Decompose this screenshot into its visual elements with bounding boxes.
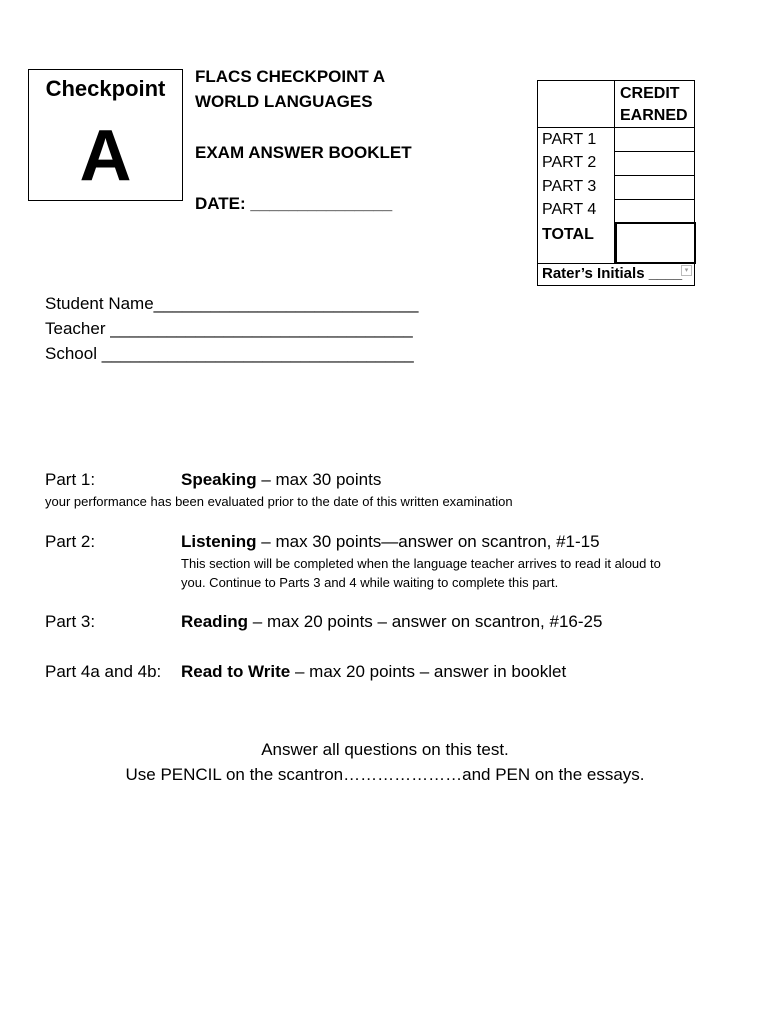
instructions-line2: Use PENCIL on the scantron…………………and PEN on the essays. bbox=[125, 765, 645, 784]
part-4-points: – max 20 points – answer in booklet bbox=[290, 662, 567, 681]
part-4-description bbox=[181, 662, 566, 682]
part-1-note: your performance has been evaluated prior to the date of this written examination bbox=[45, 494, 513, 509]
date-field[interactable]: DATE: _______________ bbox=[195, 194, 393, 213]
credit-row-total: TOTAL bbox=[542, 226, 594, 243]
part-3-label: Part 3: bbox=[45, 612, 96, 631]
credit-row-part-4: PART 4 bbox=[542, 201, 597, 218]
credit-header-line1: CREDIT bbox=[620, 85, 680, 102]
instructions-line1: Answer all questions on this test. bbox=[261, 740, 509, 759]
checkpoint-label: Checkpoint bbox=[45, 76, 166, 101]
exam-title-line1: FLACS CHECKPOINT A bbox=[195, 67, 386, 86]
table-rule bbox=[614, 199, 694, 200]
table-rule bbox=[614, 151, 694, 152]
part-4-label: Part 4a and 4b: bbox=[45, 662, 162, 681]
exam-title bbox=[195, 64, 385, 114]
student-info bbox=[45, 291, 418, 366]
part-2-description bbox=[181, 532, 600, 552]
part-3-description bbox=[181, 612, 602, 632]
part-1-label: Part 1: bbox=[45, 470, 96, 489]
credit-header-line2: EARNED bbox=[620, 107, 688, 124]
credit-row-part-3: PART 3 bbox=[542, 178, 597, 195]
checkpoint-letter: A bbox=[79, 116, 132, 196]
part-2-note bbox=[181, 554, 661, 592]
booklet-title: EXAM ANSWER BOOKLET bbox=[195, 143, 412, 162]
credit-row-part-1: PART 1 bbox=[542, 131, 597, 148]
total-score-field[interactable] bbox=[615, 222, 696, 264]
teacher-field[interactable]: Teacher ________________________________ bbox=[45, 319, 413, 338]
part-1-title: Speaking bbox=[181, 470, 257, 489]
credit-earned-header bbox=[620, 83, 688, 127]
table-rule bbox=[614, 175, 694, 176]
part-2-note-line2: you. Continue to Parts 3 and 4 while waiting to complete this part. bbox=[181, 575, 559, 590]
credit-row-part-2: PART 2 bbox=[542, 154, 597, 171]
credit-table bbox=[537, 80, 695, 286]
student-name-field[interactable]: Student Name____________________________ bbox=[45, 294, 419, 313]
checkpoint-box bbox=[28, 69, 183, 201]
raters-initials-field[interactable]: Rater’s Initials ____ bbox=[542, 265, 683, 282]
part-4-title: Read to Write bbox=[181, 662, 291, 681]
part-1-description bbox=[181, 470, 381, 490]
chevron-down-icon[interactable]: ▾ bbox=[681, 265, 692, 276]
school-field[interactable]: School _________________________________ bbox=[45, 344, 414, 363]
table-rule bbox=[538, 127, 694, 128]
instructions bbox=[0, 737, 770, 787]
part-1-points: – max 30 points bbox=[256, 470, 382, 489]
part-2-label: Part 2: bbox=[45, 532, 96, 551]
part-2-note-line1: This section will be completed when the language teacher arrives to read it aloud to bbox=[181, 556, 661, 571]
exam-title-line2: WORLD LANGUAGES bbox=[195, 92, 373, 111]
part-2-points: – max 30 points—answer on scantron, #1-15 bbox=[256, 532, 600, 551]
part-3-title: Reading bbox=[181, 612, 249, 631]
part-2-title: Listening bbox=[181, 532, 257, 551]
table-rule bbox=[538, 263, 694, 264]
part-3-points: – max 20 points – answer on scantron, #16-25 bbox=[248, 612, 603, 631]
